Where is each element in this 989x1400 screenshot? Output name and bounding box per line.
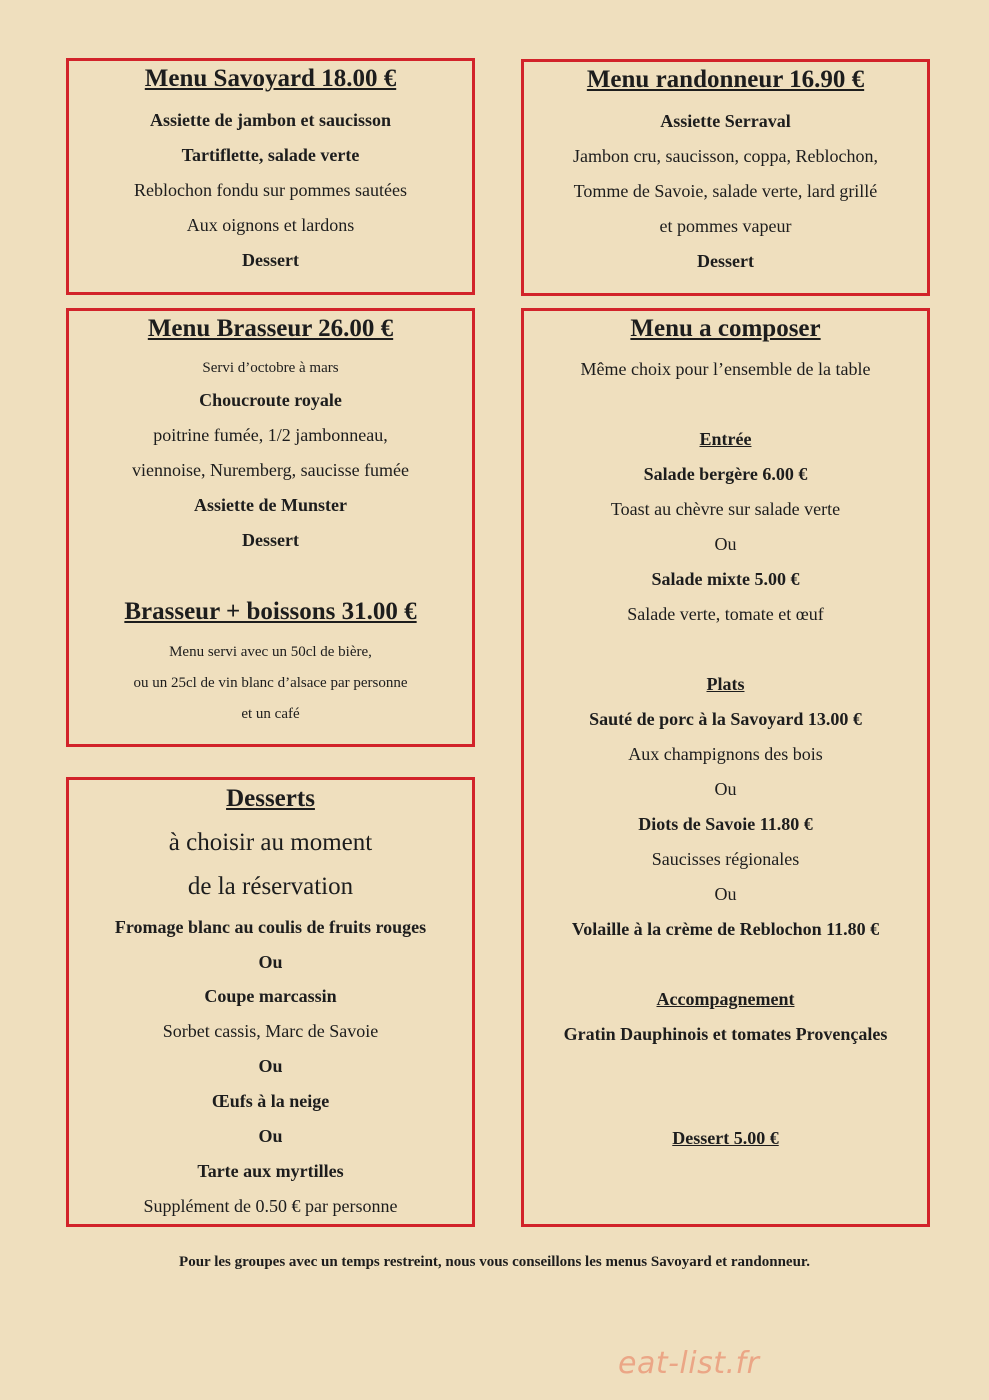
menu-composer-box	[521, 308, 930, 1227]
desserts-title: Desserts	[226, 785, 315, 812]
menu-item: Choucroute royale	[199, 390, 342, 410]
menu-item: Ou	[714, 534, 737, 554]
menu-item: Diots de Savoie 11.80 €	[638, 814, 813, 834]
menu-randonneur-title: Menu randonneur 16.90 €	[586, 66, 865, 93]
menu-item: Salade bergère 6.00 €	[643, 464, 808, 484]
desserts-intro: à choisir au moment	[168, 829, 373, 856]
menu-brasseur-note: Servi d’octobre à mars	[202, 360, 339, 376]
dessert-item: Tarte aux myrtilles	[197, 1161, 344, 1181]
menu-item: Ou	[714, 884, 737, 904]
menu-savoyard-box	[66, 58, 475, 295]
dessert-item: Sorbet cassis, Marc de Savoie	[162, 1021, 379, 1041]
dessert-item: Ou	[258, 952, 283, 972]
menu-item: Assiette de Munster	[194, 495, 347, 515]
drinks-line: et un café	[241, 706, 300, 722]
menu-brasseur-title: Menu Brasseur 26.00 €	[147, 315, 394, 342]
dessert-item: Ou	[258, 1056, 283, 1076]
menu-item: Reblochon fondu sur pommes sautées	[134, 180, 407, 200]
dessert-item: Fromage blanc au coulis de fruits rouges	[114, 917, 427, 937]
dessert-item: Ou	[258, 1126, 283, 1146]
drinks-line: ou un 25cl de vin blanc d’alsace par personne	[133, 675, 408, 691]
menu-item: viennoise, Nuremberg, saucisse fumée	[131, 460, 410, 480]
menu-item: et pommes vapeur	[659, 216, 792, 236]
entree-heading: Entrée	[699, 429, 752, 449]
menu-item: Aux champignons des bois	[628, 744, 823, 764]
menu-brasseur-box	[66, 308, 475, 747]
menu-composer-subtitle: Même choix pour l’ensemble de la table	[580, 359, 871, 379]
menu-item: Assiette de jambon et saucisson	[150, 110, 391, 130]
accompagnement-heading: Accompagnement	[656, 989, 795, 1009]
watermark: eat-list.fr	[618, 1346, 760, 1381]
menu-item: Sauté de porc à la Savoyard 13.00 €	[589, 709, 862, 729]
menu-item: Toast au chèvre sur salade verte	[610, 499, 841, 519]
dessert-item: Œufs à la neige	[211, 1091, 330, 1111]
menu-composer-title: Menu a composer	[630, 315, 821, 342]
menu-item: Dessert	[242, 530, 299, 550]
menu-item: Dessert	[697, 251, 754, 271]
menu-savoyard-title: Menu Savoyard 18.00 €	[144, 65, 397, 92]
menu-item: Tomme de Savoie, salade verte, lard grillé	[573, 181, 878, 201]
menu-item: Ou	[714, 779, 737, 799]
menu-item: poitrine fumée, 1/2 jambonneau,	[153, 425, 388, 445]
composer-dessert: Dessert 5.00 €	[672, 1128, 779, 1148]
menu-item: Salade mixte 5.00 €	[651, 569, 800, 589]
desserts-intro: de la réservation	[187, 873, 354, 900]
menu-item: Jambon cru, saucisson, coppa, Reblochon,	[573, 146, 878, 166]
menu-item: Aux oignons et lardons	[186, 215, 355, 235]
dessert-item: Supplément de 0.50 € par personne	[143, 1196, 398, 1216]
menu-item: Assiette Serraval	[660, 111, 791, 131]
menu-item: Volaille à la crème de Reblochon 11.80 €	[571, 919, 880, 939]
drinks-line: Menu servi avec un 50cl de bière,	[169, 644, 372, 660]
menu-item: Tartiflette, salade verte	[181, 145, 360, 165]
menu-randonneur-box	[521, 59, 930, 296]
menu-item: Saucisses régionales	[651, 849, 800, 869]
menu-item: Salade verte, tomate et œuf	[627, 604, 824, 624]
dessert-item: Coupe marcassin	[204, 986, 337, 1006]
brasseur-drinks-title: Brasseur + boissons 31.00 €	[124, 598, 417, 625]
desserts-box	[66, 777, 475, 1227]
menu-item: Dessert	[242, 250, 299, 270]
footer-note: Pour les groupes avec un temps restreint, nous vous conseillons les menus Savoyard et randonneur.	[179, 1254, 810, 1270]
menu-item: Gratin Dauphinois et tomates Provençales	[563, 1024, 888, 1044]
plats-heading: Plats	[706, 674, 745, 694]
